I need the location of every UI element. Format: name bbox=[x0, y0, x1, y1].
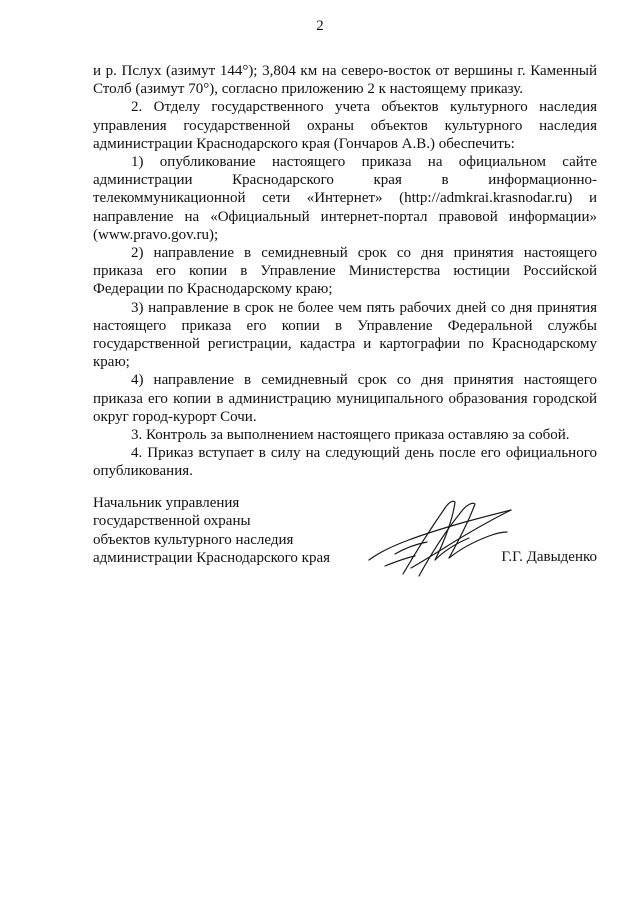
paragraph-item-2: 2. Отделу государственного учета объектов культурного наследия управления государственной охраны объектов культурного наследия администрации Краснодарского края (Гончаров А.В.) обеспечить: bbox=[93, 99, 597, 152]
position-line-3: объектов культурного наследия bbox=[93, 531, 294, 548]
paragraph-item-4: 4. Приказ вступает в силу на следующий день после его официального опубликования. bbox=[93, 445, 597, 480]
handwritten-signature bbox=[365, 494, 515, 580]
position-line-4: администрации Краснодарского края bbox=[93, 550, 331, 567]
paragraph-subitem-1: 1) опубликование настоящего приказа на официальном сайте администрации Краснодарского края в информационно-телекоммуникационной сети «Интернет» (http://admkrai.krasnodar.ru) и направление на «Официальный интернет-портал правовой информации» (www.pravo.gov.ru); bbox=[93, 154, 597, 243]
position-line-1: Начальник управления bbox=[93, 495, 240, 511]
paragraph-subitem-2: 2) направление в семидневный срок со дня принятия настоящего приказа его копии в Управление Министерства юстиции Российской Федерации по Краснодарскому краю; bbox=[93, 245, 597, 298]
document-body bbox=[93, 62, 597, 481]
signer-name: Г.Г. Давыденко bbox=[501, 549, 597, 565]
paragraph-item-3: 3. Контроль за выполнением настоящего приказа оставляю за собой. bbox=[131, 427, 570, 444]
signer-position bbox=[93, 494, 330, 568]
paragraph-subitem-4: 4) направление в семидневный срок со дня принятия настоящего приказа его копии в администрацию муниципального образования городской округ город-курорт Сочи. bbox=[93, 372, 597, 425]
signature-block bbox=[93, 494, 597, 584]
paragraph-continuation: и р. Пслух (азимут 144°); 3,804 км на северо-восток от вершины г. Каменный Столб (азимут 70°), согласно приложению 2 к настоящему приказу. bbox=[93, 63, 597, 98]
paragraph-subitem-3: 3) направление в срок не более чем пять рабочих дней со дня принятия настоящего приказа его копии в Управление Федеральной службы государственной регистрации, кадастра и картографии по Краснодарскому краю; bbox=[93, 299, 597, 371]
position-line-2: государственной охраны bbox=[93, 513, 251, 530]
page-number: 2 bbox=[316, 18, 324, 34]
